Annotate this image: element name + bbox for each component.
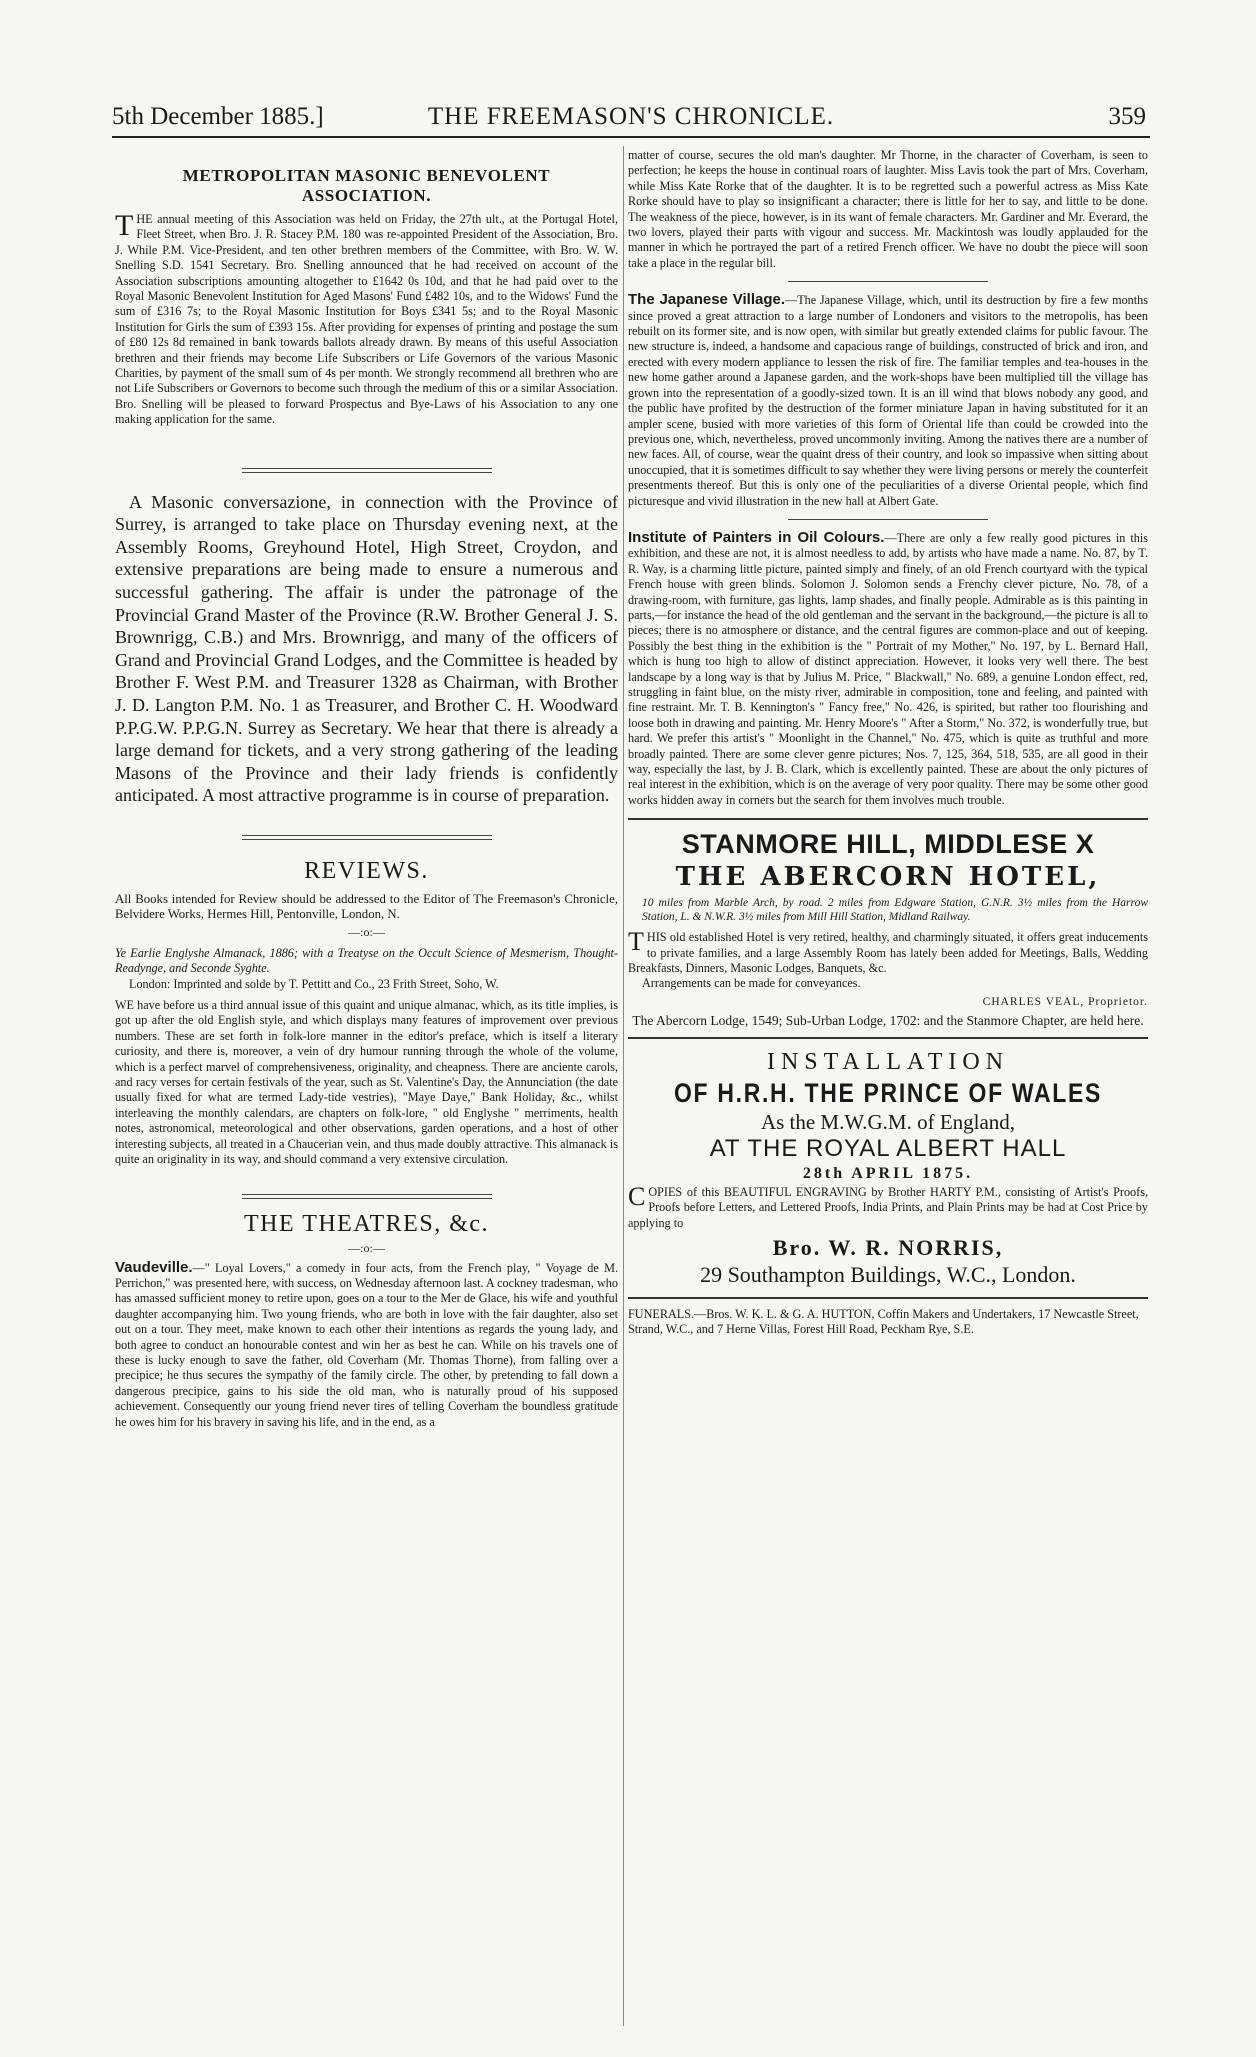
reviews-section	[115, 856, 618, 1168]
section-rule	[242, 468, 492, 473]
painters-article	[628, 530, 1148, 808]
review-book-imprint: London: Imprinted and solde by T. Pettitt and Co., 23 Frith Street, Soho, W.	[129, 976, 499, 991]
norris-name: Bro. W. R. NORRIS,	[772, 1235, 1004, 1261]
installation-mwgm: As the M.W.G.M. of England,	[760, 1109, 1016, 1134]
stanmore-headline: STANMORE HILL, MIDDLESE X	[681, 829, 1095, 860]
mmba-body	[115, 209, 618, 428]
left-column	[115, 148, 618, 1430]
reviews-heading: REVIEWS.	[304, 858, 429, 884]
painters-runhead: Institute of Painters in Oil Colours.	[628, 528, 885, 546]
masthead	[112, 100, 1150, 138]
hotel-description-text: HIS old established Hotel is very retired, healthy, and charmingly situated, it offers great inducements to private families, and a large Assembly Room has lately been added for Meetings, Balls, Wedding Breakfasts, Dinners, Masonic Lodges, Banquets, &c.	[628, 930, 1148, 976]
theatres-separator: —:o:—	[348, 1240, 385, 1255]
reviews-separator: —:o:—	[348, 924, 385, 939]
theatres-heading: THE THEATRES, &c.	[243, 1210, 490, 1237]
vaudeville-runhead: Vaudeville.	[115, 1258, 193, 1276]
section-rule	[242, 835, 492, 840]
mmba-article	[115, 166, 618, 428]
section-rule	[788, 281, 988, 282]
hotel-description	[628, 927, 1148, 976]
section-rule	[788, 519, 988, 520]
japanese-text: —The Japanese Village, which, until its destruction by fire a few months since proved a great attraction to a large number of Londoners and visitors to the metropolis, has been rebuilt on its former site, and is now open, with similar but greatly extended claims for public favour. The new structure is, indeed, a handsome and capacious range of buildings, constructed of brick and iron, and erected with every modern appliance to lessen the risk of fire. The familiar temples and tea-houses in the new home gather around a Japanese garden, and the work-shops have been multiplied till the village has grown into the representation of a goodly-sized town. It is an ill wind that blows nobody any good, and the public have profited by the destruction of the former miniature Japan in having substituted for it an ampler scene, busied with more varieties of this form of Oriental life than could be crowded into the previous one, which, nevertheless, proved uncommonly inviting. Among the natives there are a number of new faces. All, of course, wear the quaint dress of their country, and look so impassive when sitting about unoccupied, that it is sometimes difficult to say whether they were living persons or merely the counterfeit presentments thereof. But this is only one of the peculiarities of a diverse Oriental people, which find picturesque and vivid illustration in the new hall at Albert Gate.	[628, 293, 1148, 508]
publication-title: THE FREEMASON'S CHRONICLE.	[427, 103, 835, 130]
stanmore-advert	[628, 828, 1148, 1029]
vaudeville-text: —" Loyal Lovers," a comedy in four acts, from the French play, " Voyage de M. Perrichon," was presented here, with success, on Wednesday afternoon last. A cockney tradesman, who has amassed sufficient money to retire upon, goes on a tour to the Mer de Glace, his wife and youthful daughter accompanying him. Two young friends, who are both in love with the fair daughter, also set out on a tour. They meet, make known to each other their intentions as regards the young lady, and both agree to conduct an honourable contest and win her as best he can. While on his travels one of these is lucky enough to save the father, old Coverham (Mr. Thomas Thorne), from falling over a precipice; he thus secures the sympathy of the family circle. The other, by pretending to fall down a dangerous precipice, gains to his side the old man, who is naturally proud of his supposed achievement. Consequently our young friend never tires of telling Coverham the boundless gratitude he owes him for his bravery in saving his life, and in the end, as a	[115, 1260, 618, 1429]
advert-rule	[628, 818, 1148, 820]
reviews-notice: All Books intended for Review should be addressed to the Editor of The Freemason's Chronicle, Belvidere Works, Hermes Hill, Pentonville, London, N.	[115, 892, 618, 922]
japanese-article	[628, 292, 1148, 509]
engraving-dropcap: C	[628, 1181, 646, 1211]
theatres-body	[115, 1260, 618, 1430]
review-book-title: Ye Earlie Englyshe Almanack, 1886; with a Treatyse on the Occult Science of Mesmerism, Thought-Readynge, and Seconde Syghte.	[115, 945, 618, 976]
installation-advert	[628, 1047, 1148, 1289]
review-body: WE have before us a third annual issue of this quaint and unique almanac, which, as its title implies, is got up after the old English style, and which displays many features of improvement over previous numbers. These are set forth in folk-lore manner in the editor's preface, which is itself a literary curiosity, and there is, moreover, a vein of dry humour running through the whole of the volume, which is a perfect marvel of comprehensiveness, originality, and cheapness. There are anciente carols, and racy verses for certain festivals of the year, such as St. Valentine's Day, the Annunciation (the date usually fixed for what are termed Lady-tide vestries), "Maye Daye," Bank Holiday, &c., whilst interleaving the monthly calendars, are chapters on folk-lore, " old Englyshe " merriments, health notes, astronomical, meteorological and other observations, garden operations, and a host of other interesting subjects, all treated in a Chaucerian vein, and thus made doubly attractive. This almanack is quite an originality in its way, and should command a very extensive circulation.	[115, 998, 618, 1167]
mmba-dropcap: T	[115, 209, 134, 242]
engraving-description	[628, 1181, 1148, 1231]
japanese-runhead: The Japanese Village.	[628, 291, 786, 309]
painters-text: —There are only a few really good pictures in this exhibition, and these are not, it is almost needless to add, by artists who have made a name. No. 87, by T. R. Way, is a charming little picture, painted simply and finely, of an old French courtyard with the typical French house with green blinds. Solomon J. Solomon sends a Frenchy clever picture, No. 78, of a drawing-room, with furniture, gas lights, lamp shades, and finally people. Admirable as is this painting in parts,—for instance the head of the old gentleman and the servant in the background,—the picture is all to pieces; there is no atmosphere or distance, and the central figures are common-place and out of keeping. Possibly the best thing in the exhibition is the " Portrait of my Mother," No. 197, by L. Bernard Hall, which is hung too high to allow of distinct appreciation. However, it looks very well there. The best landscape by a long way is that by Julius M. Price, " Blackwall," No. 689, a genuine London effect, red, struggling in faint blue, on the misty river, admirable in composition, tone and feeling, and painted with fine restraint. Mr. T. B. Kennington's " Fancy free," No. 426, is spirited, but rather too flourishing and loose both in drawing and painting. Mr. Henry Moore's " After a Storm," No. 372, is wonderfully true, but hard. We prefer this artist's " Moonlight in the Channel," No. 475, which is quite as truthful and more broadly painted. There are some clever genre pictures; Nos. 7, 125, 364, 518, 535, are all good in their way, especially the last, by J. B. Clark, which is excellently painted. These are about the only pictures of real interest in the exhibition, which is on the average of very poor quality. There may be some other good works hidden away in corners but the search for them involves much trouble.	[628, 530, 1149, 807]
issue-date: 5th December 1885.]	[112, 103, 324, 130]
hotel-conveyance: Arrangements can be made for conveyances.	[642, 976, 861, 991]
mmba-body-text: HE annual meeting of this Association was held on Friday, the 27th ult., at the Portugal Hotel, Fleet Street, when Bro. J. R. Stacey P.M. 180 was re-appointed President of the Association, Bro. J. While P.M. Vice-President, and ten other brethren members of the Committee, with Bro. W. W. Snelling S.D. 1541 Secretary. Bro. Snelling announced that he had received on account of the Association subscriptions amounting altogether to £1642 0s 10d, and that he had paid over to the Royal Masonic Benevolent Institution for Aged Masons' Fund £482 10s, and to the Widows' Fund the sum of £316 7s; to the Royal Masonic Institution for Boys £341 5s; and to the Royal Masonic Institution for Girls the sum of £393 15s. After providing for expenses of printing and postage the sum of £80 12s 8d remained in bank towards ballots already drawn. By means of this useful Association brethren and their friends may become Life Subscribers or Life Governors of the various Masonic Charities, by payment of the small sum of 4s per month. We strongly recommend all brethren who are not Life Subscribers or Governors to become such through the medium of this or a similar Association. Bro. Snelling will be pleased to forward Prospectus and Bye-Laws of his Association to any one making application for the same.	[115, 212, 618, 427]
hotel-proprietor: CHARLES VEAL, Proprietor.	[982, 995, 1148, 1008]
mmba-heading-line2: ASSOCIATION.	[301, 186, 432, 205]
installation-venue: AT THE ROYAL ALBERT HALL	[709, 1134, 1067, 1162]
theatres-continuation: matter of course, secures the old man's daughter. Mr Thorne, in the character of Coverham, is seen to perfection; he keeps the house in continual roars of laughter. Miss Lavis took the part of Mrs. Coverham, while Miss Kate Rorke that of the daughter. It is to be regretted such a powerful actress as Miss Kate Rorke should have to play so insignificant a character; there is little for her to say, and little to be done. The weakness of the piece, however, is in its want of female characters. Mr. Gardiner and Mr. Everard, the two lovers, played their parts with vigour and success. Mr. Mackintosh was loudly applauded for the manner in which he portrayed the part of a retired French officer. We have no doubt the piece will soon take a place in the regular bill.	[628, 148, 1148, 270]
engraving-description-text: OPIES of this BEAUTIFUL ENGRAVING by Brother HARTY P.M., consisting of Artist's Proofs, Proofs before Letters, and Lettered Proofs, India Prints, and Plain Prints may be had at Cost Price by applying to	[628, 1184, 1148, 1230]
advert-rule	[628, 1037, 1148, 1039]
section-rule	[242, 1194, 492, 1199]
page-number: 359	[1108, 103, 1146, 130]
installation-prince: OF H.R.H. THE PRINCE OF WALES	[673, 1077, 1102, 1108]
hotel-distances: 10 miles from Marble Arch, by road. 2 miles from Edgware Station, G.N.R. 3½ miles from the Harrow Station, L. & N.W.R. 3½ miles from Mill Hill Station, Midland Railway.	[642, 897, 1148, 924]
installation-title: INSTALLATION	[766, 1048, 1010, 1075]
column-divider	[623, 146, 624, 2026]
installation-date: 28th APRIL 1875.	[802, 1164, 974, 1182]
hotel-lodges: The Abercorn Lodge, 1549; Sub-Urban Lodge, 1702: and the Stanmore Chapter, are held here.	[632, 1012, 1144, 1028]
mmba-heading-line1: METROPOLITAN MASONIC BENEVOLENT	[182, 166, 551, 185]
right-column	[628, 148, 1148, 1337]
surrey-article: A Masonic conversazione, in connection with the Province of Surrey, is arranged to take place on Thursday evening next, at the Assembly Rooms, Greyhound Hotel, High Street, Croydon, and extensive preparations are being made to ensure a numerous and successful gathering. The affair is under the patronage of the Provincial Grand Master of the Province (R.W. Brother General J. S. Brownrigg, C.B.) and Mrs. Brownrigg, and many of the officers of Grand and Provincial Grand Lodges, and the Committee is headed by Brother F. West P.M. and Treasurer 1328 as Chairman, with Brother J. D. Langton P.M. No. 1 as Treasurer, and Brother C. H. Woodward P.P.G.W. P.P.G.N. Surrey as Secretary. We hear that there is already a large demand for tickets, and a very strong gathering of the leading Masons of the Province and their lady friends is confidently anticipated. A most attractive programme is in course of preparation.	[115, 491, 618, 806]
abercorn-hotel-title: THE ABERCORN HOTEL,	[675, 862, 1101, 893]
advert-rule	[628, 1297, 1148, 1299]
norris-address: 29 Southampton Buildings, W.C., London.	[700, 1262, 1076, 1288]
funerals-advert: FUNERALS.—Bros. W. K. L. & G. A. HUTTON, Coffin Makers and Undertakers, 17 Newcastle Street, Strand, W.C., and 7 Herne Villas, Forest Hill Road, Peckham Rye, S.E.	[628, 1307, 1139, 1337]
theatres-section	[115, 1209, 618, 1430]
hotel-dropcap: T	[628, 927, 644, 957]
